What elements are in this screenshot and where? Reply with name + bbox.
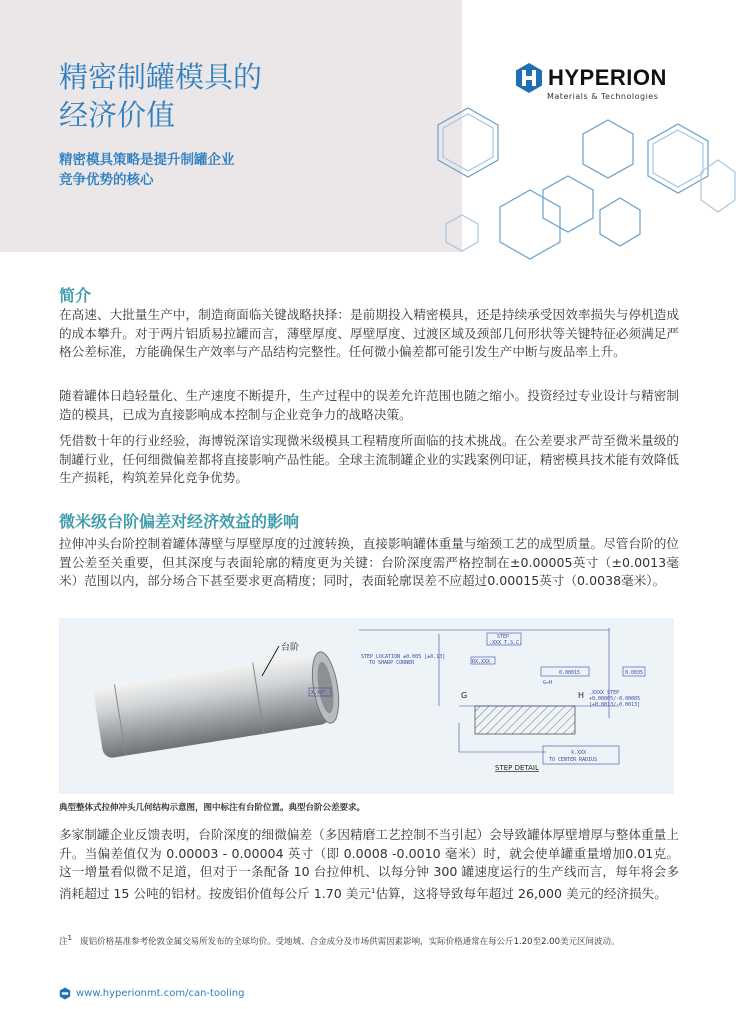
punch-illustration: [59, 618, 674, 794]
svg-text:RX.XXX: RX.XXX: [472, 659, 491, 665]
footnote: 注$^1$ 废铝价格基准参考伦敦金属交易所发布的全球均价。受地域、合金成分及市场供需因素影响，实际价格通常在每公斤1.20至2.00美元区间波动。: [59, 933, 620, 947]
svg-text:STEP: STEP: [497, 634, 510, 640]
intro-paragraph: 随着罐体日趋轻量化、生产速度不断提升，生产过程中的误差允许范围也随之缩小。投资经过专业设计与精密制造的模具，已成为直接影响成本控制与企业竞争力的战略决策。: [59, 388, 679, 422]
website-link[interactable]: www.hyperionmt.com/can-tooling: [76, 988, 245, 999]
footer: [59, 987, 244, 1000]
hyperion-logo: HYPERION Materials & Technologies: [514, 62, 704, 101]
section-paragraph-2: 多家制罐企业反馈表明，台阶深度的细微偏差（多因精磨工艺控制不当引起）会导致罐体厚壁增厚与整体重量上升。当偏差值仅为 0.00003 - 0.00004 英寸（即 0.0008 -0.0010 毫米）时，就会使单罐重量增加0.01克。这一增量看似微不足道，但对于一条配备 10 台拉伸机、以每分钟 300 罐速度运行的生产线而言，每年将会多消耗超过 15 公吨的铝材。按废铝价值每公斤 1.70 美元$^1$估算，这将导致每年超过 26,000 美元的经济损失。: [59, 827, 679, 901]
svg-text:0.0035: 0.0035: [625, 670, 644, 676]
svg-text:.XXX T.S.C.: .XXX T.S.C.: [489, 640, 523, 646]
svg-text:H: H: [578, 691, 585, 700]
page-title: 精密制罐模具的 经济价值: [59, 60, 263, 132]
svg-text:[+0.0013/-0.0013]: [+0.0013/-0.0013]: [589, 702, 641, 708]
svg-text:STEP LOCATION ±0.005 [±0.13]: STEP LOCATION ±0.005 [±0.13]: [361, 654, 446, 660]
intro-paragraph: 凭借数十年的行业经验，海博锐深谙实现微米级模具工程精度所面临的技术挑战。在公差要求严苛至微米量级的制罐行业，任何细微偏差都将直接影响产品性能。全球主流制罐企业的实践案例印证，精密模具技术能有效降低生产损耗，构筑差异化竞争优势。: [59, 433, 679, 485]
svg-text:G: G: [461, 691, 468, 700]
svg-text:.XXXX STEP: .XXXX STEP: [589, 690, 620, 696]
svg-text:TO CENTER RADIUS: TO CENTER RADIUS: [549, 757, 598, 763]
hyperion-hex-icon: [59, 987, 71, 1000]
svg-text:0.00015: 0.00015: [559, 670, 581, 676]
page-subtitle: 精密模具策略是提升制罐企业 竞争优势的核心: [59, 152, 235, 188]
intro-paragraph: 在高速、大批量生产中，制造商面临关键战略抉择：是前期投入精密模具，还是持续承受因效率损失与停机造成的成本攀升。对于两片铝质易拉罐而言，薄壁厚度、厚壁厚度、过渡区域及颈部几何形状等关键特征必须满足严格公差标准，方能确保生产效率与产品结构完整性。任何微小偏差都可能引发生产中断与废品率上升。: [59, 307, 679, 359]
hexagon-pattern: [420, 100, 736, 270]
hyperion-hex-icon: [514, 62, 544, 94]
svg-text:STEP DETAIL: STEP DETAIL: [495, 764, 539, 772]
svg-text:G↔H: G↔H: [543, 680, 553, 686]
intro-heading: 简介: [59, 286, 92, 305]
figure-caption: 典型整体式拉伸冲头几何结构示意图，图中标注有台阶位置。典型台阶公差要求。: [59, 803, 366, 813]
step-label: 台阶: [281, 643, 300, 653]
section-heading: 微米级台阶偏差对经济效益的影响: [59, 512, 300, 531]
svg-text:TO SHARP CORNER: TO SHARP CORNER: [369, 660, 415, 666]
svg-text:+0.00005/-0.00005: +0.00005/-0.00005: [589, 696, 641, 702]
figure-panel: [59, 618, 674, 794]
section-paragraph: 拉伸冲头台阶控制着罐体薄壁与厚壁厚度的过渡转换，直接影响罐体重量与缩颈工艺的成型质量。尽管台阶的位置公差至关重要，但其深度与表面轮廓的精度更为关键：台阶深度需严格控制在±0.00005英寸（±0.0013毫米）范围以内，部分场合下甚至要求更高精度；同时，表面轮廓误差不应超过0.00015英寸（0.0038毫米）。: [59, 536, 679, 588]
svg-text:X.XX°: X.XX°: [311, 690, 327, 696]
svg-text:X.XXX: X.XXX: [571, 750, 587, 756]
